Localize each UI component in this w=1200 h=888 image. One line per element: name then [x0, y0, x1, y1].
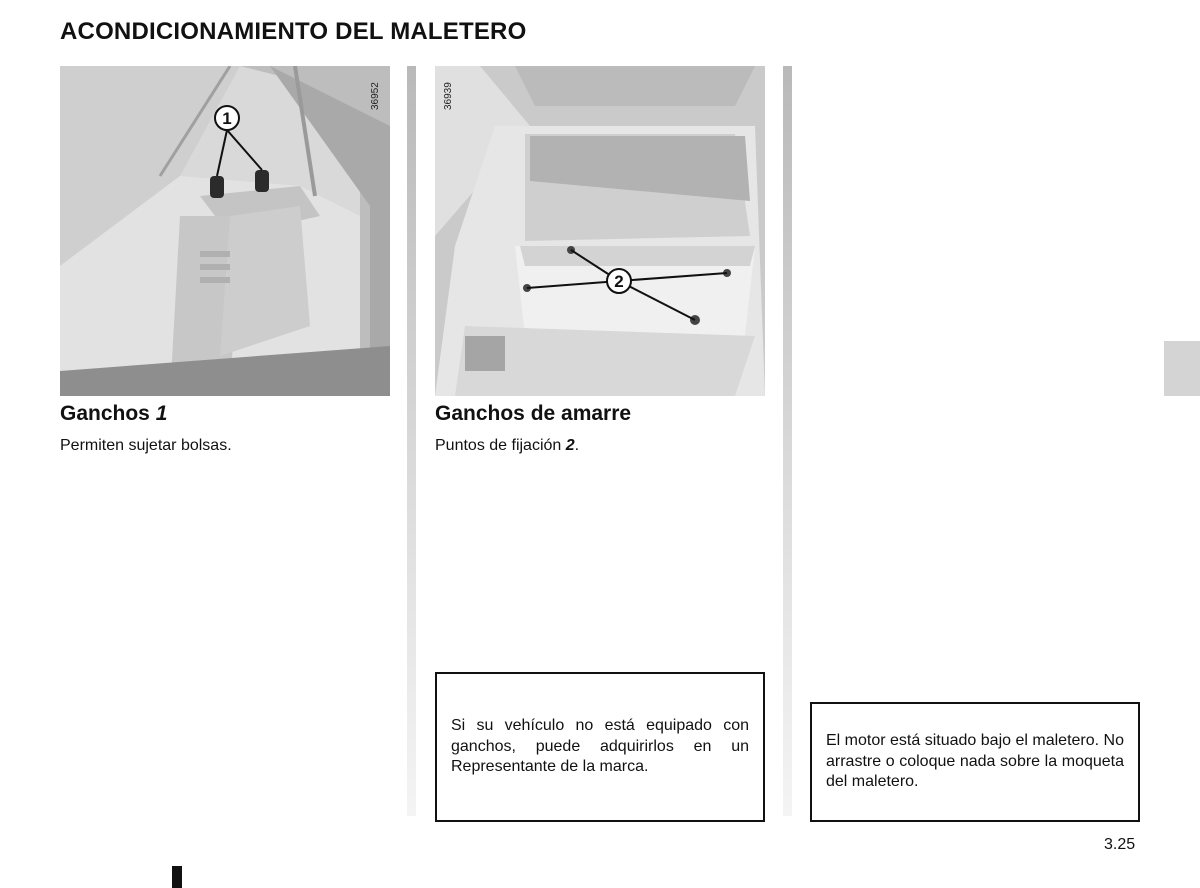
trunk-hooks-illustration	[60, 66, 390, 396]
section-body-tiedown	[435, 437, 579, 455]
body-ref: 2	[565, 437, 575, 454]
section-title-tiedown: Ganchos de amarre	[435, 402, 632, 425]
section-title-hooks	[60, 402, 167, 426]
note-box-engine	[810, 702, 1140, 822]
callout-1: 1	[222, 109, 232, 128]
figure-ref-number: 36939	[443, 82, 454, 110]
note-box-hooks	[435, 672, 765, 822]
body-end: .	[574, 437, 580, 454]
column-divider	[783, 66, 792, 816]
chapter-tab	[1164, 341, 1200, 396]
page-number: 3.25	[1104, 836, 1136, 853]
figure-ref-number: 36952	[370, 82, 381, 110]
trunk-tiedown-illustration	[435, 66, 765, 396]
section-body-hooks: Permiten sujetar bolsas.	[60, 437, 232, 454]
figure-trunk-hooks	[60, 66, 390, 396]
section-title-ref: 1	[155, 402, 168, 425]
callout-2: 2	[614, 272, 624, 291]
crop-mark	[172, 866, 182, 888]
figure-trunk-tiedown	[435, 66, 765, 396]
body-text: Puntos de fijación	[435, 437, 566, 454]
column-divider	[407, 66, 416, 816]
page-title: ACONDICIONAMIENTO DEL MALETERO	[60, 18, 527, 45]
section-title-text: Ganchos	[60, 402, 156, 425]
note-text: Si su vehículo no está equipado con ganchos, puede adquirirlos en un Representante de la marca.	[451, 716, 749, 776]
note-text: El motor está situado bajo el maletero. No arrastre o coloque nada sobre la moqueta del maletero.	[826, 731, 1124, 791]
